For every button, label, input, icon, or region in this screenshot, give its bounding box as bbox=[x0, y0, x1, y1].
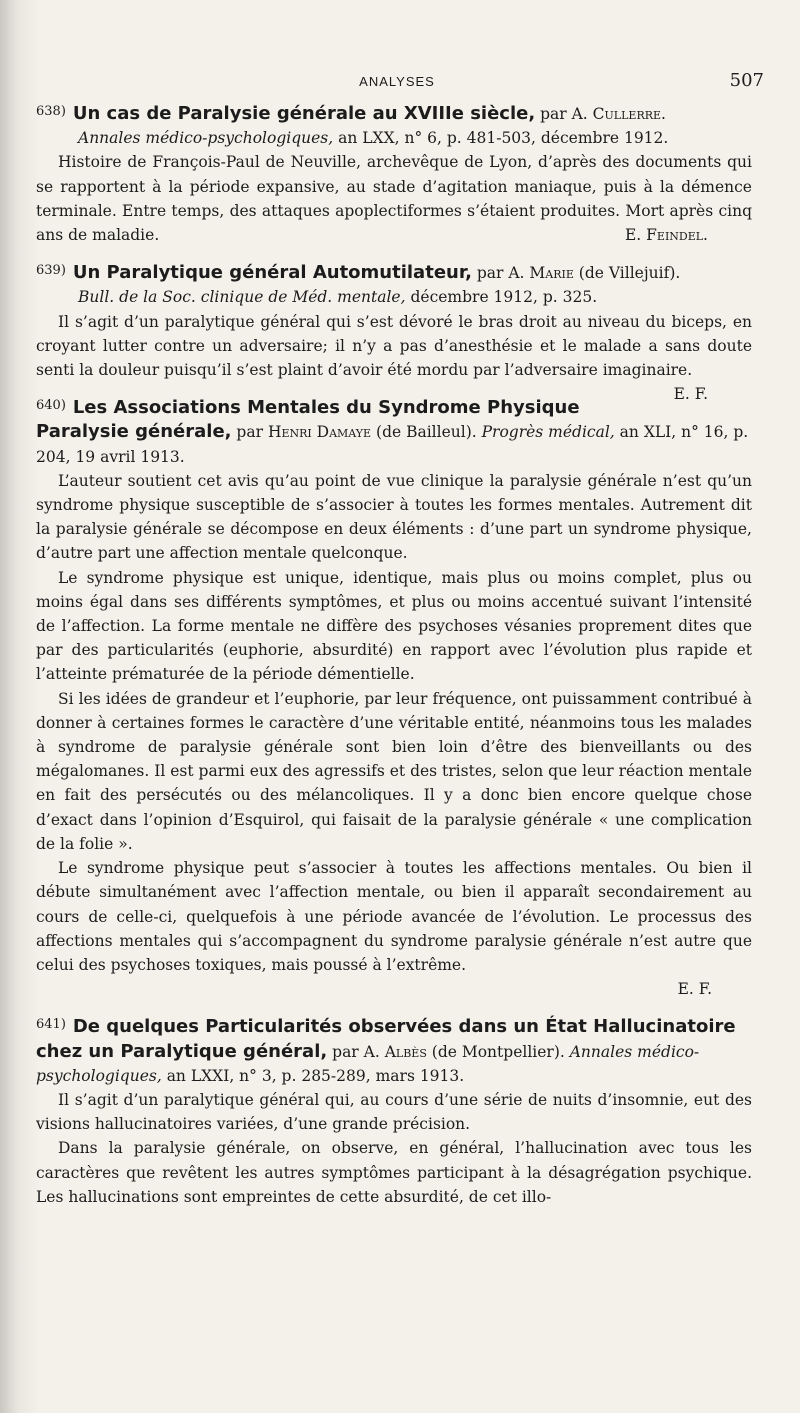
entry-journal: Annales médico-psychologiques, bbox=[36, 1042, 700, 1085]
entry-heading bbox=[36, 100, 752, 126]
entry-639 bbox=[36, 259, 752, 404]
entry-journal: Annales médico-psychologiques, bbox=[78, 129, 334, 148]
entry-heading bbox=[36, 1013, 752, 1088]
entry-details: an LXX, n° 6, p. 481-503, décembre 1912. bbox=[333, 129, 669, 148]
running-header bbox=[30, 70, 764, 94]
entry-details: an XLI, n° 16, p. 204, 19 avril 1913. bbox=[36, 423, 749, 466]
entry-title: Un Paralytique général Automutilateur, bbox=[72, 262, 472, 284]
entry-number: 638) bbox=[36, 104, 66, 119]
entry-journal: Progrès médical, bbox=[481, 423, 615, 442]
entry-paragraph bbox=[36, 310, 752, 404]
entry-signature: E. F. bbox=[673, 385, 708, 404]
entry-source bbox=[78, 126, 752, 150]
page-number: 507 bbox=[729, 70, 764, 91]
entry-author: Albès bbox=[384, 1042, 427, 1061]
entry-number: 640) bbox=[36, 398, 66, 414]
entry-author-note: (de Montpellier). bbox=[426, 1042, 565, 1061]
entry-source bbox=[78, 285, 752, 309]
entry-number: 641) bbox=[36, 1017, 66, 1033]
entry-by: par A. bbox=[535, 105, 593, 123]
entry-number: 639) bbox=[36, 263, 66, 279]
entry-details: an LXXI, n° 3, p. 285-289, mars 1913. bbox=[161, 1066, 465, 1085]
entry-paragraph: Le syndrome physique est unique, identique, mais plus ou moins complet, plus ou moins égal dans ses différents symptômes, et plus ou moins accentué suivant l’intensité de l’affection. La forme mentale ne diffère des psychoses vésanies proprement dites que par des particularités (euphorie, absurdité) en rapport avec l’évolution plus rapide et l’atteinte prématurée de la période démentielle. bbox=[36, 568, 752, 684]
entry-title: Un cas de Paralysie générale au XVIIIe siècle, bbox=[72, 103, 536, 124]
entry-paragraph: Le syndrome physique peut s’associer à toutes les affections mentales. Ou bien il débute simultanément avec l’affection mentale, ou bien il apparaît secondairement au cours de celle-ci, quelquefois à une période avancée de l’évolution. Le processus des affections mentales qui s’accompagnent du syndrome paralysie générale n’est autre que celui des psychoses toxiques, mais poussé à l’extrême. bbox=[36, 859, 752, 974]
running-title: ANALYSES bbox=[359, 74, 435, 89]
entry-paragraph: Il s’agit d’un paralytique général qui, au cours d’une série de nuits d’insomnie, eut des visions hallucinatoires variées, d’une grande précision. bbox=[36, 1090, 752, 1134]
entry-paragraph: Dans la paralysie générale, on observe, en général, l’hallucination avec tous les caractères que revêtent les autres symptômes participant à la désagrégation psychique. Les hallucinations sont empreintes de cette absurdité, de cet illo- bbox=[36, 1139, 752, 1206]
entry-journal: Bull. de la Soc. clinique de Méd. mentale, bbox=[78, 288, 406, 307]
entry-details: décembre 1912, p. 325. bbox=[405, 288, 598, 307]
entry-640 bbox=[36, 394, 752, 1001]
entry-author: Henri Damaye bbox=[267, 423, 372, 442]
entry-by: par A. bbox=[471, 264, 530, 283]
entry-by: par bbox=[231, 423, 268, 442]
entry-638 bbox=[36, 100, 752, 247]
entry-author: Marie bbox=[529, 264, 574, 283]
entry-by: par A. bbox=[327, 1042, 385, 1061]
entry-heading bbox=[36, 394, 752, 469]
entry-author: Cullerre. bbox=[592, 105, 666, 123]
entry-author-note: (de Bailleul). bbox=[371, 423, 477, 442]
entry-title: De quelques Particularités observées dans un État Hallucinatoire chez un Paralytique général, bbox=[36, 1016, 736, 1062]
entry-paragraph bbox=[36, 150, 752, 247]
entry-641 bbox=[36, 1013, 752, 1209]
entry-heading bbox=[36, 259, 752, 285]
paragraph-text: Il s’agit d’un paralytique général qui s’est dévoré le bras droit au niveau du biceps, en croyant lutter contre un adversaire; il n’y a pas d’anesthésie et le malade a sans doute senti la douleur puisqu’il s’est plaint d’avoir été mordu par l’adversaire imaginaire. bbox=[36, 312, 752, 380]
text-column bbox=[36, 100, 752, 1221]
entry-paragraph: Si les idées de grandeur et l’euphorie, par leur fréquence, ont puissamment contribué à donner à certaines formes le caractère d’une véritable entité, néanmoins tous les malades à syndrome de paralysie générale sont bien loin d’être des bienveillants ou des mégalomanes. Il est parmi eux des agressifs et des tristes, selon que leur réaction mentale en fait des persécutés ou des mélancoliques. Il y a donc bien encore quelque chose d’exact dans l’opinion d’Esquirol, qui faisait de la paralysie générale « une complication de la folie ». bbox=[36, 689, 752, 853]
entry-paragraph: L’auteur soutient cet avis qu’au point de vue clinique la paralysie générale n’est qu’un syndrome physique susceptible de s’associer à toutes les formes mentales. Autrement dit la paralysie générale se décompose en deux éléments : d’une part un syndrome physique, d’autre part une affection mentale quelconque. bbox=[36, 471, 752, 563]
entry-author-note: (de Villejuif). bbox=[573, 264, 681, 283]
entry-signature: E. F. bbox=[677, 980, 712, 999]
entry-title: Les Associations Mentales du Syndrome Physique Paralysie générale, bbox=[36, 397, 580, 443]
paragraph-text: Histoire de François-Paul de Neuville, archevêque de Lyon, d’après des documents qui se rapportent à la période expansive, au stade d’agitation maniaque, puis à la démence terminale. Entre temps, des attaques apoplectiformes s’étaient produites. Mort après cinq ans de maladie. bbox=[36, 153, 752, 245]
entry-signature: E. Feindel. bbox=[624, 226, 708, 245]
